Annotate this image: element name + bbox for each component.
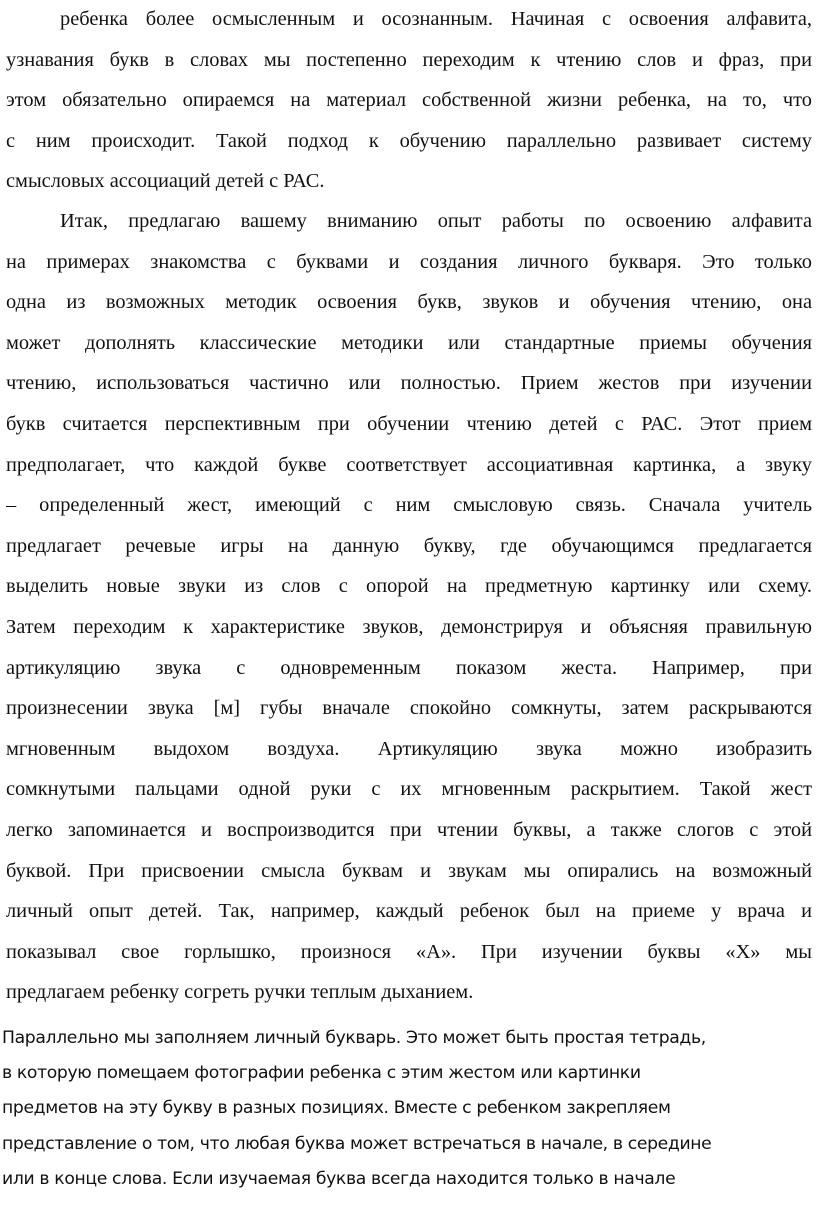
text-line: показывал свое горлышко, произнося «А». При изучении буквы «Х» мы <box>6 940 812 963</box>
text-line: в которую помещаем фотографии ребенка с этим жестом или картинки <box>2 1063 641 1084</box>
text-line: ребенка более осмысленным и осознанным. Начиная с освоения алфавита, <box>60 8 812 30</box>
paragraph-intro <box>6 0 812 202</box>
text-line: предлагает речевые игры на данную букву, где обучающимся предлагается <box>6 534 812 557</box>
text-line: буквой. При присвоении смысла буквам и звукам мы опирались на возможный <box>6 859 812 882</box>
paragraph-sans <box>2 1021 814 1197</box>
text-line: букв считается перспективным при обучении чтению детей с РАС. Этот прием <box>6 412 812 435</box>
text-line: предлагаем ребенку согреть ручки теплым дыханием. <box>6 981 474 1004</box>
text-line: сомкнутыми пальцами одной руки с их мгновенным раскрытием. Такой жест <box>6 778 812 801</box>
text-line: узнавания букв в словах мы постепенно переходим к чтению слов и фраз, при <box>6 48 812 71</box>
text-line: этом обязательно опираемся на материал собственной жизни ребенка, на то, что <box>6 89 812 112</box>
text-line: Параллельно мы заполняем личный букварь. Это может быть простая тетрадь, <box>2 1028 706 1048</box>
text-line: смысловых ассоциаций детей с РАС. <box>6 170 325 193</box>
text-line: представление о том, что любая буква может встречаться в начале, в середине <box>2 1133 712 1154</box>
text-line: или в конце слова. Если изучаемая буква всегда находится только в начале <box>2 1168 676 1189</box>
text-line: предполагает, что каждой букве соответствует ассоциативная картинка, а звуку <box>6 453 812 476</box>
text-line: предметов на эту букву в разных позициях. Вместе с ребенком закрепляем <box>2 1098 671 1119</box>
paragraph-main <box>6 201 812 1013</box>
text-line: легко запоминается и воспроизводится при чтении буквы, а также слогов с этой <box>6 818 812 841</box>
text-line: артикуляцию звука с одновременным показом жеста. Например, при <box>6 656 812 679</box>
text-line: произнесении звука [м] губы вначале спокойно сомкнуты, затем раскрываются <box>6 697 812 720</box>
text-line: мгновенным выдохом воздуха. Артикуляцию звука можно изобразить <box>6 737 812 760</box>
text-line: на примерах знакомства с буквами и создания личного букваря. Это только <box>6 250 812 273</box>
text-line: одна из возможных методик освоения букв, звуков и обучения чтению, она <box>6 291 812 314</box>
text-line: Итак, предлагаю вашему вниманию опыт работы по освоению алфавита <box>60 210 812 232</box>
text-line: с ним происходит. Такой подход к обучению параллельно развивает систему <box>6 129 812 152</box>
text-line: личный опыт детей. Так, например, каждый ребенок был на приеме у врача и <box>6 900 812 923</box>
text-line: выделить новые звуки из слов с опорой на предметную картинку или схему. <box>6 575 812 598</box>
text-line: Затем переходим к характеристике звуков, демонстрируя и объясняя правильную <box>6 615 812 638</box>
text-line: чтению, использоваться частично или полностью. Прием жестов при изучении <box>6 372 812 395</box>
text-line: – определенный жест, имеющий с ним смысловую связь. Сначала учитель <box>6 494 812 517</box>
text-line: может дополнять классические методики или стандартные приемы обучения <box>6 331 812 354</box>
